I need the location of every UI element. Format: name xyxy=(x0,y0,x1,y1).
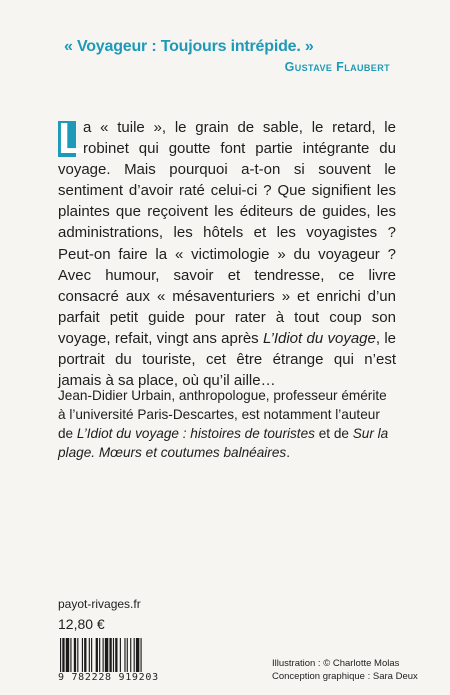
bio-book-2: Sur la plage. Mœurs et coutumes balnéaires xyxy=(58,426,389,460)
bio-book-1: L’Idiot du voyage : histoires de touristes xyxy=(76,426,315,441)
publisher-info xyxy=(58,597,141,632)
blurb-paragraph xyxy=(58,114,397,391)
isbn-digits: 9 782228 919203 xyxy=(58,672,182,684)
bio-text-1: Jean-Didier Urbain, anthropologue, professeur émérite à l’université Paris-Descartes, est notamment l’auteur de xyxy=(58,388,387,441)
design-credit: Conception graphique : Sara Deux xyxy=(272,670,418,682)
blurb-text-2: , le portrait du touriste, cet être étrange qui n’est jamais à sa place, où qu’il aille… xyxy=(58,329,397,390)
epigraph xyxy=(64,38,394,74)
blurb-text-1: a « tuile », le grain de sable, le retard, le robinet qui goutte font partie intégrante du voyage. Mais pourquoi a-t-on si souvent le sentiment d’avoir raté celui-ci ? Que signifient les plaintes que reçoivent les éditeurs de guides, les administrations, les hôtels et les voyagistes ? Peut-on faire la « victimologie » du voyageur ? Avec humour, savoir et tendresse, ce livre consacré aux « mésaventuriers » et enrichi d’un parfait petit guide pour rater à tout coup son voyage, refait, vingt ans après xyxy=(58,119,396,347)
price: 12,80 € xyxy=(58,616,105,632)
epigraph-author: Gustave Flaubert xyxy=(284,60,390,74)
barcode-icon xyxy=(58,638,182,676)
bio-text-2: et de xyxy=(314,426,353,441)
publisher-website[interactable]: payot-rivages.fr xyxy=(58,597,141,611)
epigraph-quote: « Voyageur : Toujours intrépide. » xyxy=(64,38,314,55)
drop-cap: L xyxy=(58,114,85,163)
credits xyxy=(272,658,418,683)
illustration-credit: Illustration : © Charlotte Molas xyxy=(272,658,400,669)
author-bio xyxy=(58,386,398,462)
bio-text-3: . xyxy=(286,445,290,460)
blurb-book-title: L’Idiot du voyage xyxy=(262,329,376,347)
